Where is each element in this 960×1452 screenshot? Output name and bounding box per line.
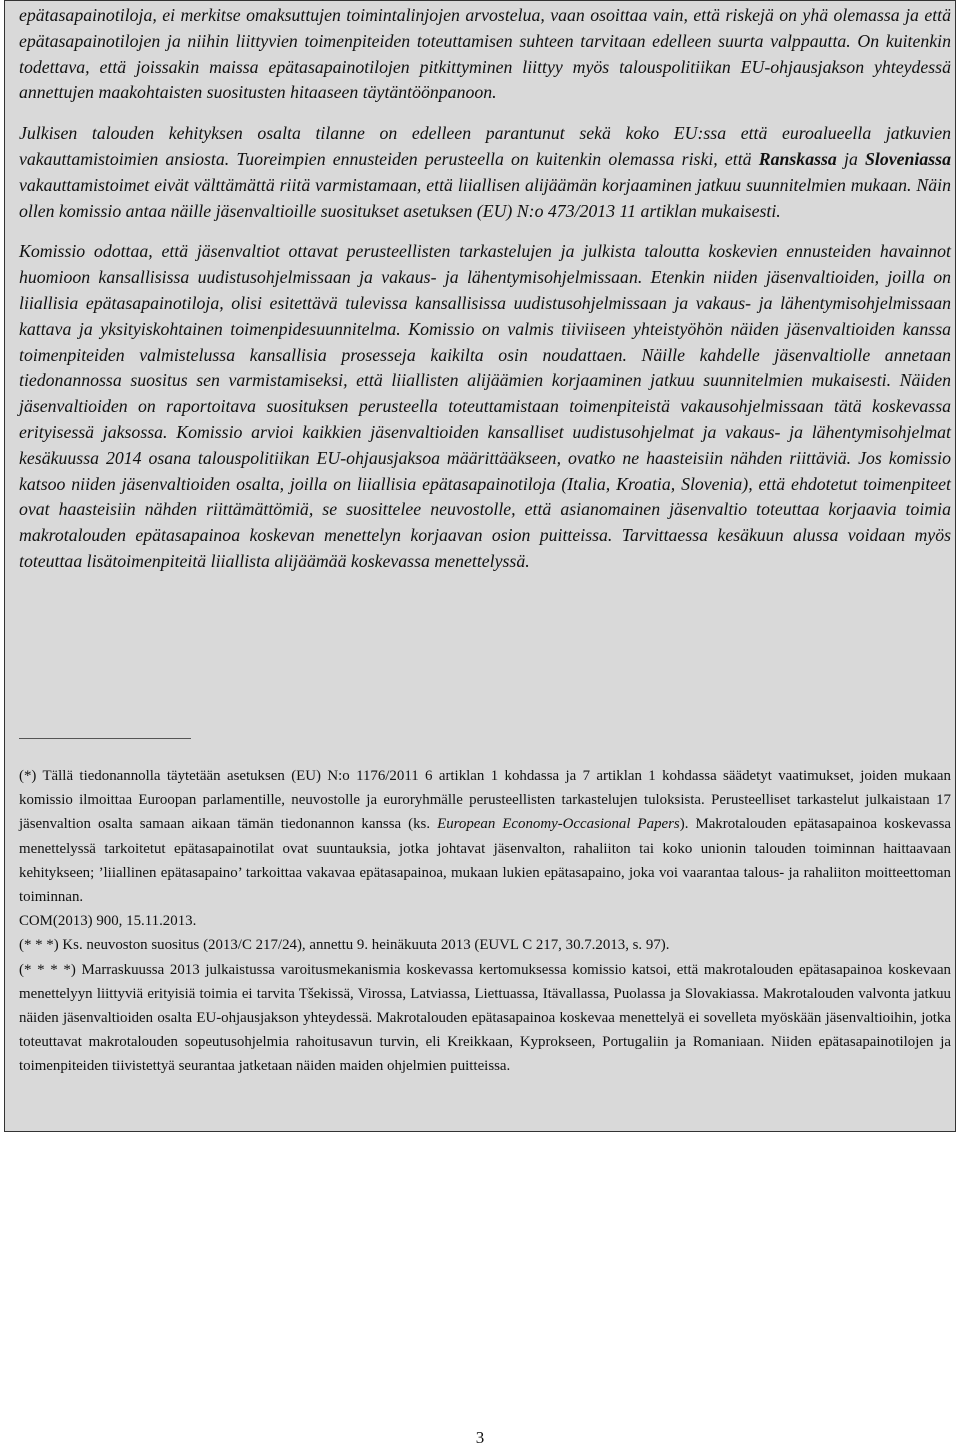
paragraph-2 <box>19 121 951 224</box>
page-number: 3 <box>475 1428 485 1447</box>
text-box <box>4 0 956 1132</box>
paragraph-2-part-b: Tuoreimpien ennusteiden perusteella on kuitenkin olemassa riski, että <box>236 148 752 169</box>
footnote-2: COM(2013) 900, 15.11.2013. <box>19 913 197 930</box>
paragraph-3-part-e: Näiden jäsenvaltioiden on raportoitava suosituksen perusteella toteuttamistaan toimenpiteistä vakausohjelmissaan tätä koskevassa erityisessä jaksossa. <box>19 370 951 442</box>
paragraph-2-part-a: Julkisen talouden kehityksen osalta tilanne on edelleen parantunut sekä koko EU:ssa että euroalueella jatkuvien vakauttamistoimien ansiosta. <box>19 123 951 169</box>
country-slovenia: Sloveniassa <box>865 148 951 169</box>
paragraph-3-part-d: Näille kahdelle jäsenvaltiolle annetaan tiedonannossa suositus sen varmistamiseksi, että liiallisten alijäämien korjaaminen jatkuu suunnitelmien mukaisesti. <box>19 344 951 391</box>
paragraph-3-part-h: Tarvittaessa kesäkuun alussa voidaan myös toteuttaa lisätoimenpiteitä liiallista alijäämää koskevassa menettelyssä. <box>19 525 952 571</box>
footnote-1-part-c: ). Makrotalouden epätasapainoa koskevassa menettelyssä tarkoitetut epätasapainotilat ovat suuntauksia, jotka johtavat jäsenvalton, rahaliiton tai koko unionin talouden toiminnan haittaavaan kehitykseen; ’liiallinen epätasapaino’ tarkoittaa vakavaa epätasapainoa, mukaan lukien epätasapaino, joka voi vaarantaa talous- ja rahaliiton moitteettoman toiminnan. <box>19 816 951 906</box>
footnote-1-part-a: (*) Tällä tiedonannolla täytetään asetuksen (EU) N:o 1176/2011 6 artiklan 1 kohdassa ja 7 artiklan 1 kohdassa säädetyt vaatimukset, joiden mukaan komissio ilmoittaa Euroopan parlamentille, neuvostolle ja euroryhmälle perusteellisten tarkastelujen tuloksista. Perusteelliset tarkastelut julkaistaan 17 jäsenvaltion osalta samaan aikaan tämän tiedonannon kanssa (ks. <box>19 768 951 833</box>
paragraph-3-part-c: Komissio on valmis tiiviiseen yhteistyöhön näiden jäsenvaltioiden kanssa toimenpiteiden valmistelussa kansallisia prosesseja kaikilta osin noudattaen. <box>19 318 952 365</box>
paragraph-3-part-b: Etenkin niiden jäsenvaltioiden, joilla on liiallisia epätasapainotiloja, olisi esitettävä tulevissa kansallisissa uudistusohjelmissaan ja vakaus- ja lähentymisohjelmissaan kattava ja yksityiskohtainen toimenpidesuunnitelma. <box>19 267 952 339</box>
footnote-separator <box>19 738 191 739</box>
footnote-1-publication: European Economy-Occasional Papers <box>437 816 680 833</box>
country-ranska: Ranskassa <box>758 148 837 169</box>
footnote-1 <box>19 764 951 909</box>
paragraph-3-part-f: Komissio arvioi kaikkien jäsenvaltioiden kansalliset uudistusohjelmat ja vakaus- ja lähentymisohjelmat kesäkuussa 2014 osana talouspolitiikan EU-ohjausjaksoa määrittääkseen, ovatko ne haasteisiin nähden riittäviä. <box>19 421 951 468</box>
paragraph-3 <box>19 239 951 574</box>
paragraph-1-part-b: On kuitenkin todettava, että joissakin maissa epätasapainotilojen pitkittyminen liittyy myös talouspolitiikan EU-ohjausjakson yhteydessä annettujen maakohtaisten suositusten hitaaseen täytäntöönpanoon. <box>19 30 951 103</box>
paragraph-1-part-a: epätasapainotiloja, ei merkitse omaksuttujen toimintalinjojen arvostelua, vaan osoittaa vain, että riskejä on yhä olemassa ja että epätasapainotilojen ja niihin liittyvien toimenpiteiden toteuttamisen suhteen tarvitaan edelleen suurta valppautta. <box>19 5 951 51</box>
footnote-4: (* * * *) Marraskuussa 2013 julkaistussa varoitusmekanismia koskevassa kertomuksessa komissio katsoi, että makrotalouden epätasapainoa koskevaan menettelyyn liittyviä erityisiä toimia ei tarvita Tšekissä, Virossa, Latviassa, Liettuassa, Itävallassa, Puolassa ja Slovakiassa. Makrotalouden valvonta jatkuu näiden jäsenvaltioiden osalta EU-ohjausjakson yhteydessä. Makrotalouden epätasapainoa koskevaa menettelyä ei sovelleta myöskään jäsenvaltioihin, jotka toteuttavat makrotalouden sopeutusohjelmia rahoitusavun turvin, eli Kreikkaan, Kyprokseen, Portugaliin ja Romaniaan. Niiden epätasapainotilojen ja toimenpiteiden tiivistettyä seurantaa jatketaan näiden maiden ohjelmien puitteissa. <box>19 961 951 1075</box>
paragraph-2-part-g: Näin ollen komissio antaa näille jäsenvaltioille suositukset asetuksen (EU) N:o 473/2013 11 artiklan mukaisesti. <box>19 174 951 221</box>
footnotes <box>19 764 951 1079</box>
body-text <box>19 1 951 590</box>
paragraph-2-part-f: vakauttamistoimet eivät välttämättä riitä varmistamaan, että liiallisen alijäämän korjaaminen jatkuu suunnitelmien mukaan. <box>19 174 912 195</box>
paragraph-3-part-g: Jos komissio katsoo niiden jäsenvaltioiden osalta, joilla on liiallisia epätasapainotiloja (Italia, Kroatia, Slovenia), että ehdotetut toimenpiteet ovat haasteisiin nähden riittämättömiä, se suosittelee neuvostolle, että asianomainen jäsenvaltio toteuttaa korjaavia toimia makrotalouden epätasapainoa koskevan menettelyn korjaavan osion puitteissa. <box>19 447 951 546</box>
paragraph-2-part-d: ja <box>844 148 858 169</box>
footnote-3: (* * *) Ks. neuvoston suositus (2013/C 217/24), annettu 9. heinäkuuta 2013 (EUVL C 217, 30.7.2013, s. 97). <box>19 937 670 954</box>
paragraph-1 <box>19 3 951 106</box>
paragraph-3-part-a: Komissio odottaa, että jäsenvaltiot ottavat perusteellisten tarkastelujen ja julkista taloutta koskevien ennusteiden havainnot huomioon kansallisissa uudistusohjelmissaan ja vakaus- ja lähentymisohjelmissaan. <box>19 241 951 288</box>
